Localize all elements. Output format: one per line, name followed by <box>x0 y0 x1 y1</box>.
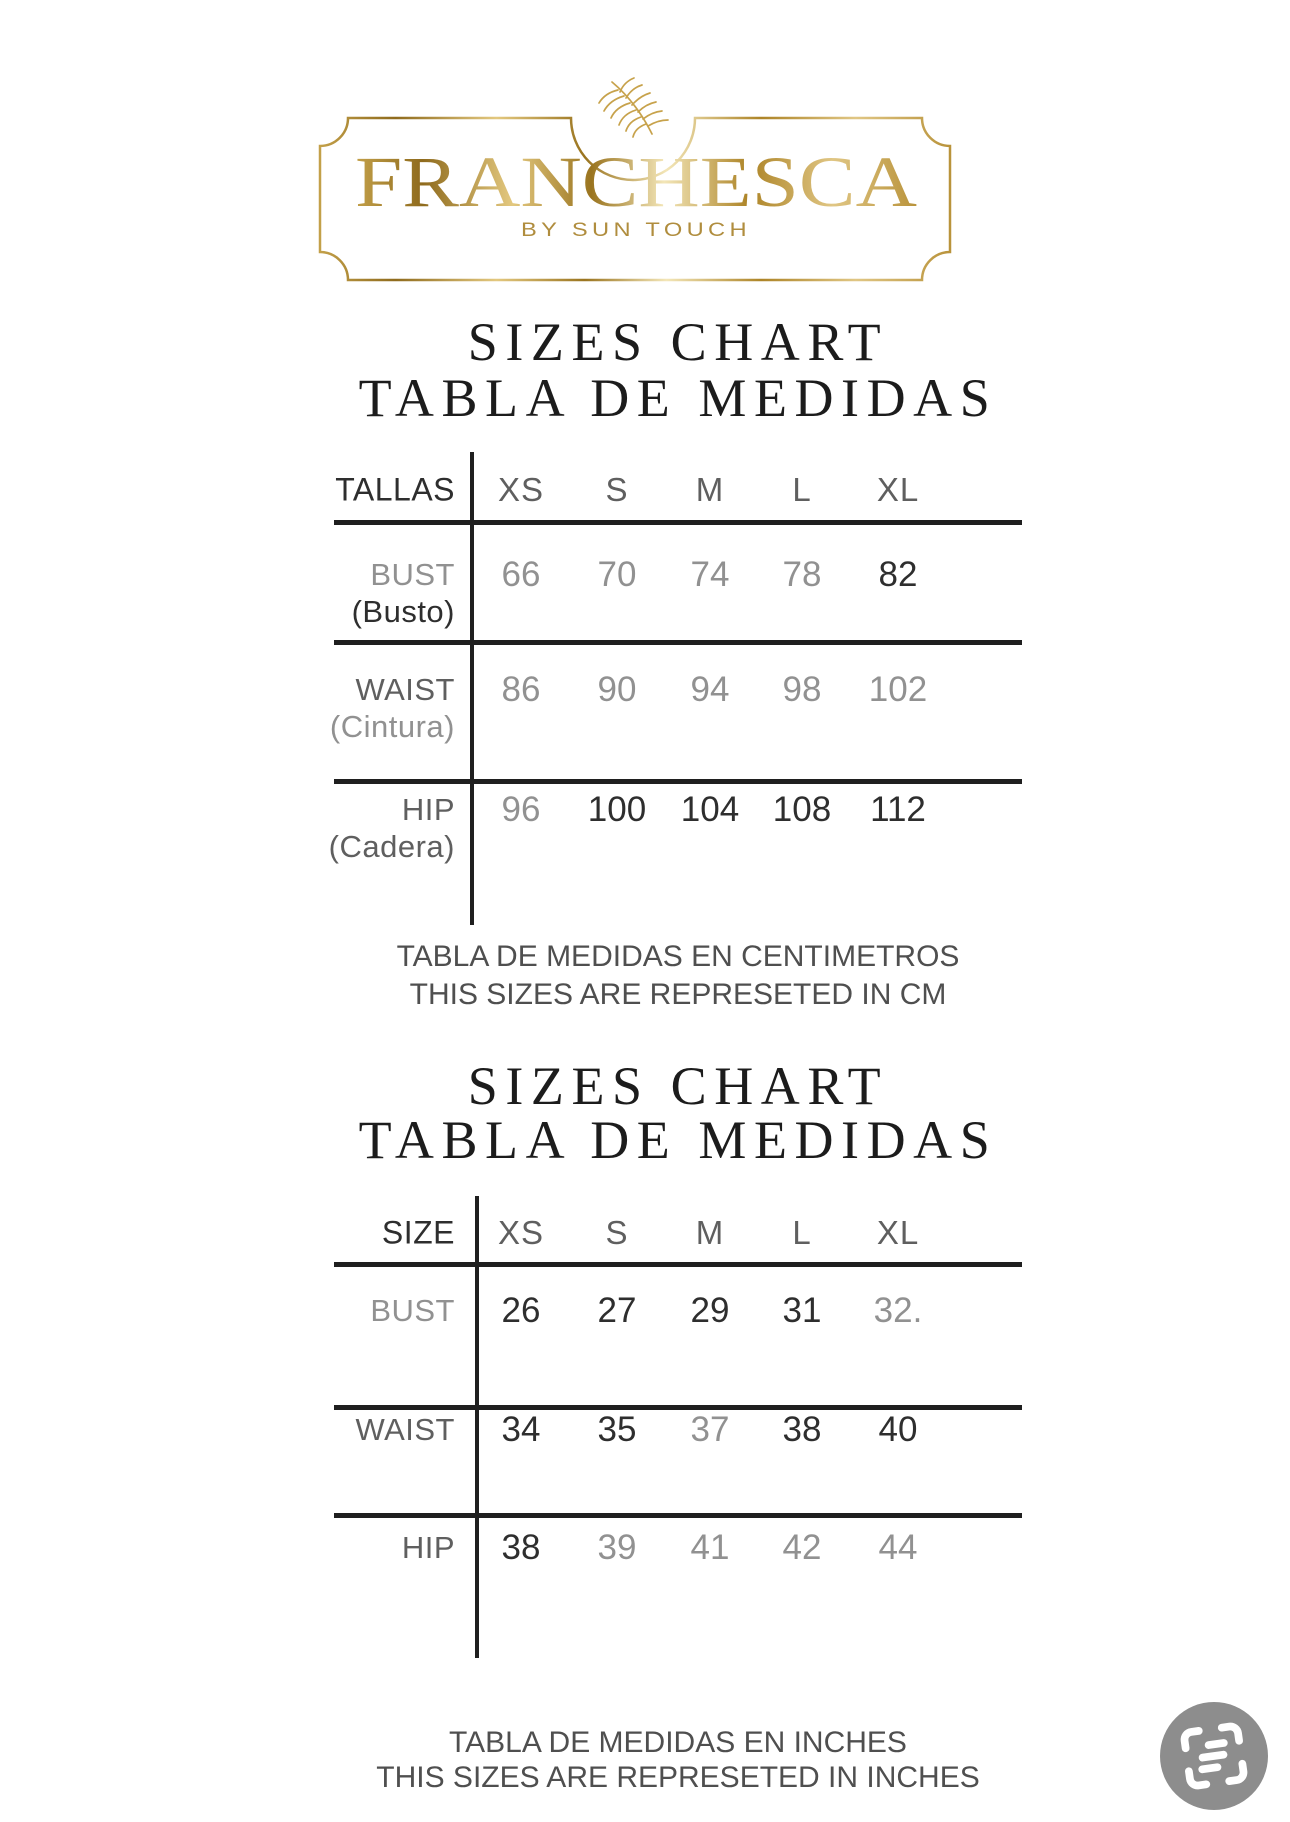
size-column-header: S <box>605 1214 629 1251</box>
row-sublabel: (Busto) <box>351 594 455 629</box>
size-value: 82 <box>878 555 918 594</box>
size-value: 26 <box>501 1291 541 1330</box>
row-label: BUST <box>370 557 455 592</box>
size-value: 35 <box>597 1410 637 1449</box>
size-value: 70 <box>597 555 637 594</box>
row-label: HIP <box>401 1530 455 1565</box>
table-header-label: SIZE <box>381 1214 455 1251</box>
size-value: 66 <box>501 555 541 594</box>
size-column-header: XS <box>497 471 545 508</box>
size-value: 34 <box>501 1410 541 1449</box>
size-value: 39 <box>597 1528 637 1567</box>
size-value: 102 <box>868 670 928 709</box>
size-value: 31 <box>782 1291 822 1330</box>
size-value: 29 <box>690 1291 730 1330</box>
size-value: 104 <box>680 790 740 829</box>
size-column-header: XL <box>876 471 920 508</box>
row-label: WAIST <box>355 1412 455 1447</box>
brand-name: FRANCHESCA <box>355 142 917 222</box>
size-column-header: XL <box>876 1214 920 1251</box>
screenshot-crop-icon <box>1160 1702 1268 1810</box>
size-value: 98 <box>782 670 822 709</box>
size-value: 37 <box>690 1410 730 1449</box>
table-horizontal-rule <box>334 1405 1022 1410</box>
size-column-header: S <box>605 471 629 508</box>
screenshot-capture-button[interactable] <box>1160 1702 1268 1810</box>
table-horizontal-rule <box>334 1513 1022 1518</box>
table-horizontal-rule <box>334 640 1022 645</box>
size-column-header: M <box>695 1214 725 1251</box>
size-value: 112 <box>870 790 926 829</box>
row-label: BUST <box>370 1293 455 1328</box>
table-horizontal-rule <box>334 1262 1022 1267</box>
brand-logo <box>300 48 972 296</box>
section2-title-es: TABLA DE MEDIDAS <box>358 1110 998 1170</box>
brand-tagline: BY SUN TOUCH <box>521 220 751 241</box>
size-column-header: XS <box>497 1214 545 1251</box>
size-column-header: M <box>695 471 725 508</box>
table-horizontal-rule <box>334 520 1022 525</box>
section1-caption-en: THIS SIZES ARE REPRESETED IN CM <box>409 978 947 1011</box>
size-value: 41 <box>690 1528 730 1567</box>
section1-title-es: TABLA DE MEDIDAS <box>358 368 998 428</box>
row-sublabel: (Cadera) <box>328 829 455 864</box>
size-value: 38 <box>782 1410 822 1449</box>
size-value: 44 <box>878 1528 918 1567</box>
size-value: 32. <box>873 1291 923 1330</box>
size-value: 38 <box>501 1528 541 1567</box>
size-value: 90 <box>597 670 637 709</box>
section1-title-en: SIZES CHART <box>467 312 889 372</box>
section2-caption-es: TABLA DE MEDIDAS EN INCHES <box>449 1726 907 1759</box>
size-value: 108 <box>772 790 832 829</box>
row-label: HIP <box>401 792 455 827</box>
size-value: 94 <box>690 670 730 709</box>
size-value: 96 <box>501 790 541 829</box>
row-label: WAIST <box>355 672 455 707</box>
size-value: 78 <box>782 555 822 594</box>
size-value: 27 <box>597 1291 637 1330</box>
size-value: 86 <box>501 670 541 709</box>
size-value: 40 <box>878 1410 918 1449</box>
section2-caption-en: THIS SIZES ARE REPRESETED IN INCHES <box>376 1761 980 1794</box>
size-value: 42 <box>782 1528 822 1567</box>
size-column-header: L <box>792 1214 812 1251</box>
size-value: 100 <box>587 790 647 829</box>
section2-title-en: SIZES CHART <box>467 1056 889 1116</box>
size-value: 74 <box>690 555 730 594</box>
row-sublabel: (Cintura) <box>329 709 455 744</box>
size-column-header: L <box>792 471 812 508</box>
table-header-label: TALLAS <box>335 471 455 508</box>
section1-caption-es: TABLA DE MEDIDAS EN CENTIMETROS <box>396 940 960 973</box>
table-horizontal-rule <box>334 779 1022 784</box>
palm-leaf-icon <box>599 78 668 137</box>
